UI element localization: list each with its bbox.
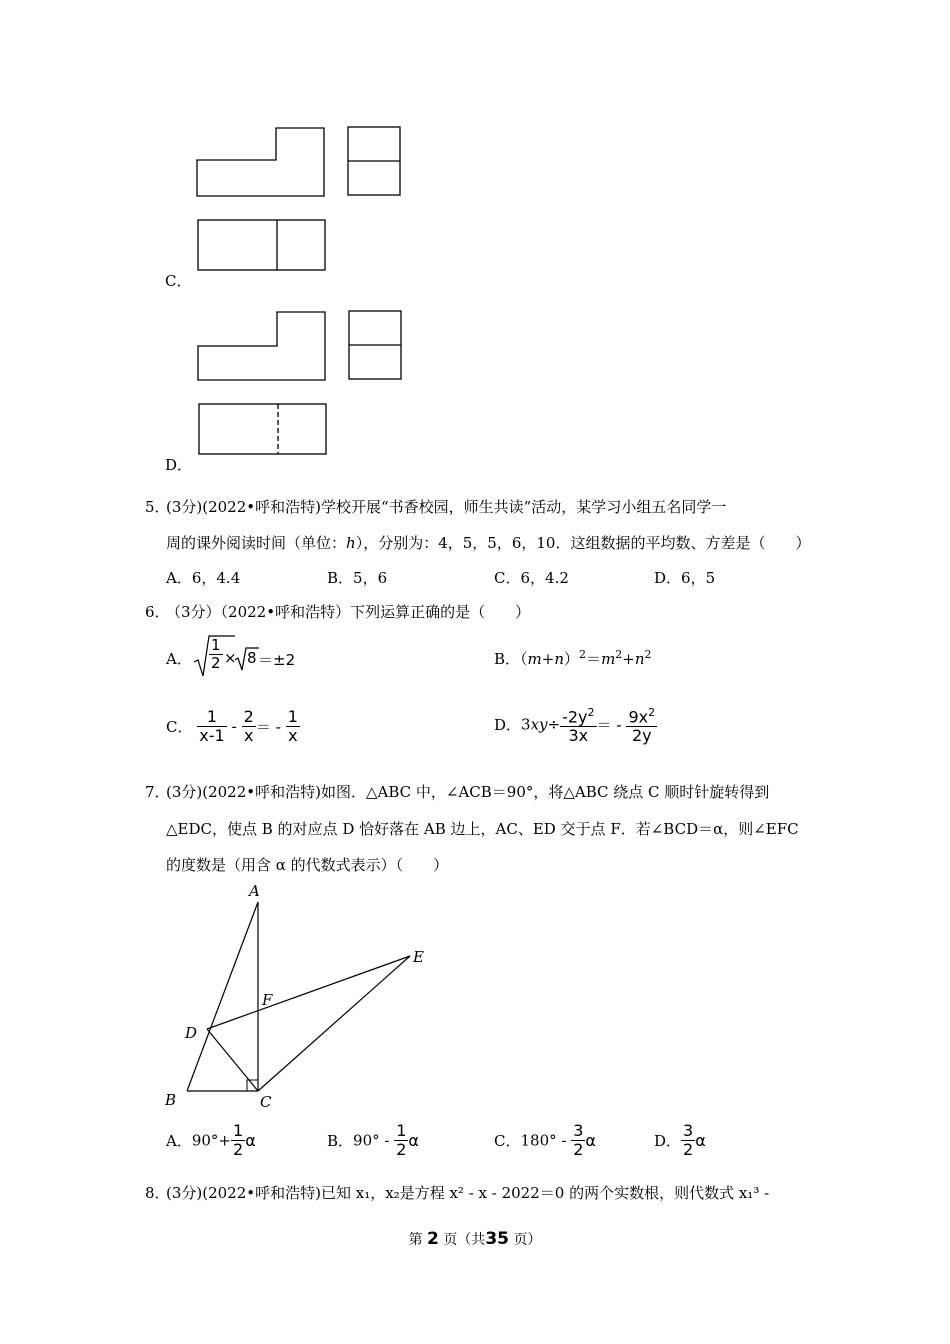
q6-b-label: B． xyxy=(494,650,521,668)
page-footer xyxy=(0,1229,950,1249)
option-c-figure xyxy=(190,120,410,280)
q6-c-f2-num: 2 xyxy=(243,707,254,726)
q6-c-eq: ＝ - xyxy=(255,718,286,736)
q6-b-n: n xyxy=(554,650,565,668)
q6-d-f2-den: 2y xyxy=(631,726,652,746)
q7-fig-label-b: B xyxy=(165,1091,177,1109)
q6-d-lhs-var: xy xyxy=(530,715,548,734)
q6-b-m2: m xyxy=(601,650,616,668)
q6-b-exp2: 2 xyxy=(615,648,623,661)
q6-d-lhs-pre: 3 xyxy=(521,715,531,734)
q6-c-f1-num: 1 xyxy=(197,708,226,727)
q6-b-lparen: （ xyxy=(520,650,528,668)
q5-line2-pre: 周的课外阅读时间（单位： xyxy=(166,534,347,552)
q6-c-f1-den: x-1 xyxy=(199,726,225,745)
q7-d-var: α xyxy=(695,1131,706,1150)
q6-d-f1-den: 3x xyxy=(568,726,589,746)
q7-c-var: α xyxy=(585,1131,596,1150)
q6-c-f3-den: x xyxy=(288,726,298,745)
q6-number: 6． xyxy=(145,603,170,621)
q6-option-b xyxy=(494,648,652,669)
q7-b-label: B． xyxy=(327,1132,354,1150)
q7-fig-label-f: F xyxy=(262,991,273,1009)
option-d-label: D． xyxy=(165,456,193,474)
q5-number: 5． xyxy=(145,498,170,516)
q7-a-var: α xyxy=(245,1131,256,1150)
q6-a-rad1-den: 2 xyxy=(211,654,221,672)
q8-number: 8． xyxy=(145,1184,170,1202)
q6-d-label: D． xyxy=(494,716,522,735)
q6-c-f2-den: x xyxy=(244,726,254,745)
footer-post: 页） xyxy=(513,1232,542,1248)
q7-fig-label-a: A xyxy=(249,882,260,900)
q7-a-num: 1 xyxy=(233,1121,244,1140)
q7-c-pre: 180° - xyxy=(520,1131,572,1150)
q6-a-rad2: 8 xyxy=(247,649,257,667)
q7-line1: (3分)(2022•呼和浩特)如图．△ABC 中，∠ACB＝90°，将△ABC 绕点 C 顺时针旋转得到 xyxy=(166,783,770,801)
q6-d-eq: ＝ - xyxy=(596,716,627,735)
q7-d-label: D． xyxy=(654,1132,682,1150)
q5-option-b: B．5，6 xyxy=(327,569,388,587)
q6-d-div: ÷ xyxy=(547,715,561,734)
footer-mid: 页（共 xyxy=(443,1232,486,1248)
q6-c-f3-num: 1 xyxy=(287,707,298,726)
q6-a-rad1-num: 1 xyxy=(211,636,221,654)
q6-d-f1-num-exp: 2 xyxy=(587,706,595,719)
q7-c-num: 3 xyxy=(573,1121,584,1140)
q6-b-rparen: ） xyxy=(564,650,580,668)
q7-c-label: C． xyxy=(494,1132,521,1150)
q5-line1: (3分)(2022•呼和浩特)学校开展“书香校园，师生共读”活动，某学习小组五名同学一 xyxy=(166,498,727,516)
option-c-label: C． xyxy=(165,272,192,290)
q8-text: (3分)(2022•呼和浩特)已知 x₁，x₂是方程 x² - x - 2022＝0 的两个实数根，则代数式 x₁³ - xyxy=(166,1184,770,1202)
q7-line3: 的度数是（用含 α 的代数式表示）（ ） xyxy=(166,856,449,874)
footer-page-number: 2 xyxy=(427,1229,439,1249)
q7-a-den: 2 xyxy=(233,1140,244,1159)
q5-option-d: D．6，5 xyxy=(654,569,716,587)
q5-unit: h xyxy=(346,534,356,552)
q6-d-f2-num: 9x xyxy=(628,707,649,727)
q6-stem: （3分）（2022•呼和浩特）下列运算正确的是（ ） xyxy=(166,603,531,621)
q7-a-label: A． xyxy=(166,1132,192,1150)
q6-b-eq: ＝ xyxy=(586,650,602,668)
q7-fig-label-e: E xyxy=(413,948,424,966)
q6-d-f1-num: -2y xyxy=(562,707,588,727)
q7-option-c xyxy=(494,1122,596,1159)
q6-a-rhs: ＝±2 xyxy=(258,651,296,669)
q5-line2 xyxy=(166,532,810,553)
q7-triangle-figure xyxy=(160,880,440,1115)
q5-line2-post: ），分别为：4，5，5，6，10．这组数据的平均数、方差是（ ） xyxy=(355,534,811,552)
q7-option-b xyxy=(327,1122,419,1159)
q6-option-d xyxy=(494,704,657,745)
q5-option-c: C．6，4.2 xyxy=(494,569,569,587)
q7-b-var: α xyxy=(408,1131,419,1150)
q7-b-den: 2 xyxy=(396,1140,407,1159)
q6-b-plus: + xyxy=(541,650,555,668)
q6-a-times: × xyxy=(224,649,237,667)
q6-b-exp3: 2 xyxy=(644,648,652,661)
q7-c-den: 2 xyxy=(573,1140,584,1159)
q7-option-a xyxy=(166,1122,256,1159)
q7-option-d xyxy=(654,1122,706,1159)
q6-a-label: A． xyxy=(166,650,192,668)
q5-option-a: A．6，4.4 xyxy=(166,569,241,587)
q6-c-minus: - xyxy=(226,717,242,736)
q6-d-f2-num-exp: 2 xyxy=(648,706,656,719)
q7-b-pre: 90° - xyxy=(353,1131,395,1150)
q6-option-c xyxy=(166,708,300,745)
q6-b-n2: n xyxy=(634,650,645,668)
q7-fig-label-c: C xyxy=(260,1093,272,1111)
footer-total-pages: 35 xyxy=(485,1229,509,1249)
q6-b-exp: 2 xyxy=(579,648,587,661)
q7-line2: △EDC，使点 B 的对应点 D 恰好落在 AB 边上，AC、ED 交于点 F．若∠BCD＝α，则∠EFC xyxy=(166,820,799,838)
q7-fig-label-d: D xyxy=(185,1024,198,1042)
option-d-figure xyxy=(190,304,410,464)
q7-a-pre: 90°+ xyxy=(191,1131,231,1150)
q7-number: 7． xyxy=(145,783,170,801)
q6-b-m: m xyxy=(527,650,542,668)
q6-b-plus2: + xyxy=(622,650,635,668)
footer-pre: 第 xyxy=(408,1232,423,1248)
q6-c-label: C． xyxy=(166,718,193,736)
q7-d-num: 3 xyxy=(683,1121,694,1140)
q7-d-den: 2 xyxy=(683,1140,694,1159)
q7-b-num: 1 xyxy=(396,1121,407,1140)
